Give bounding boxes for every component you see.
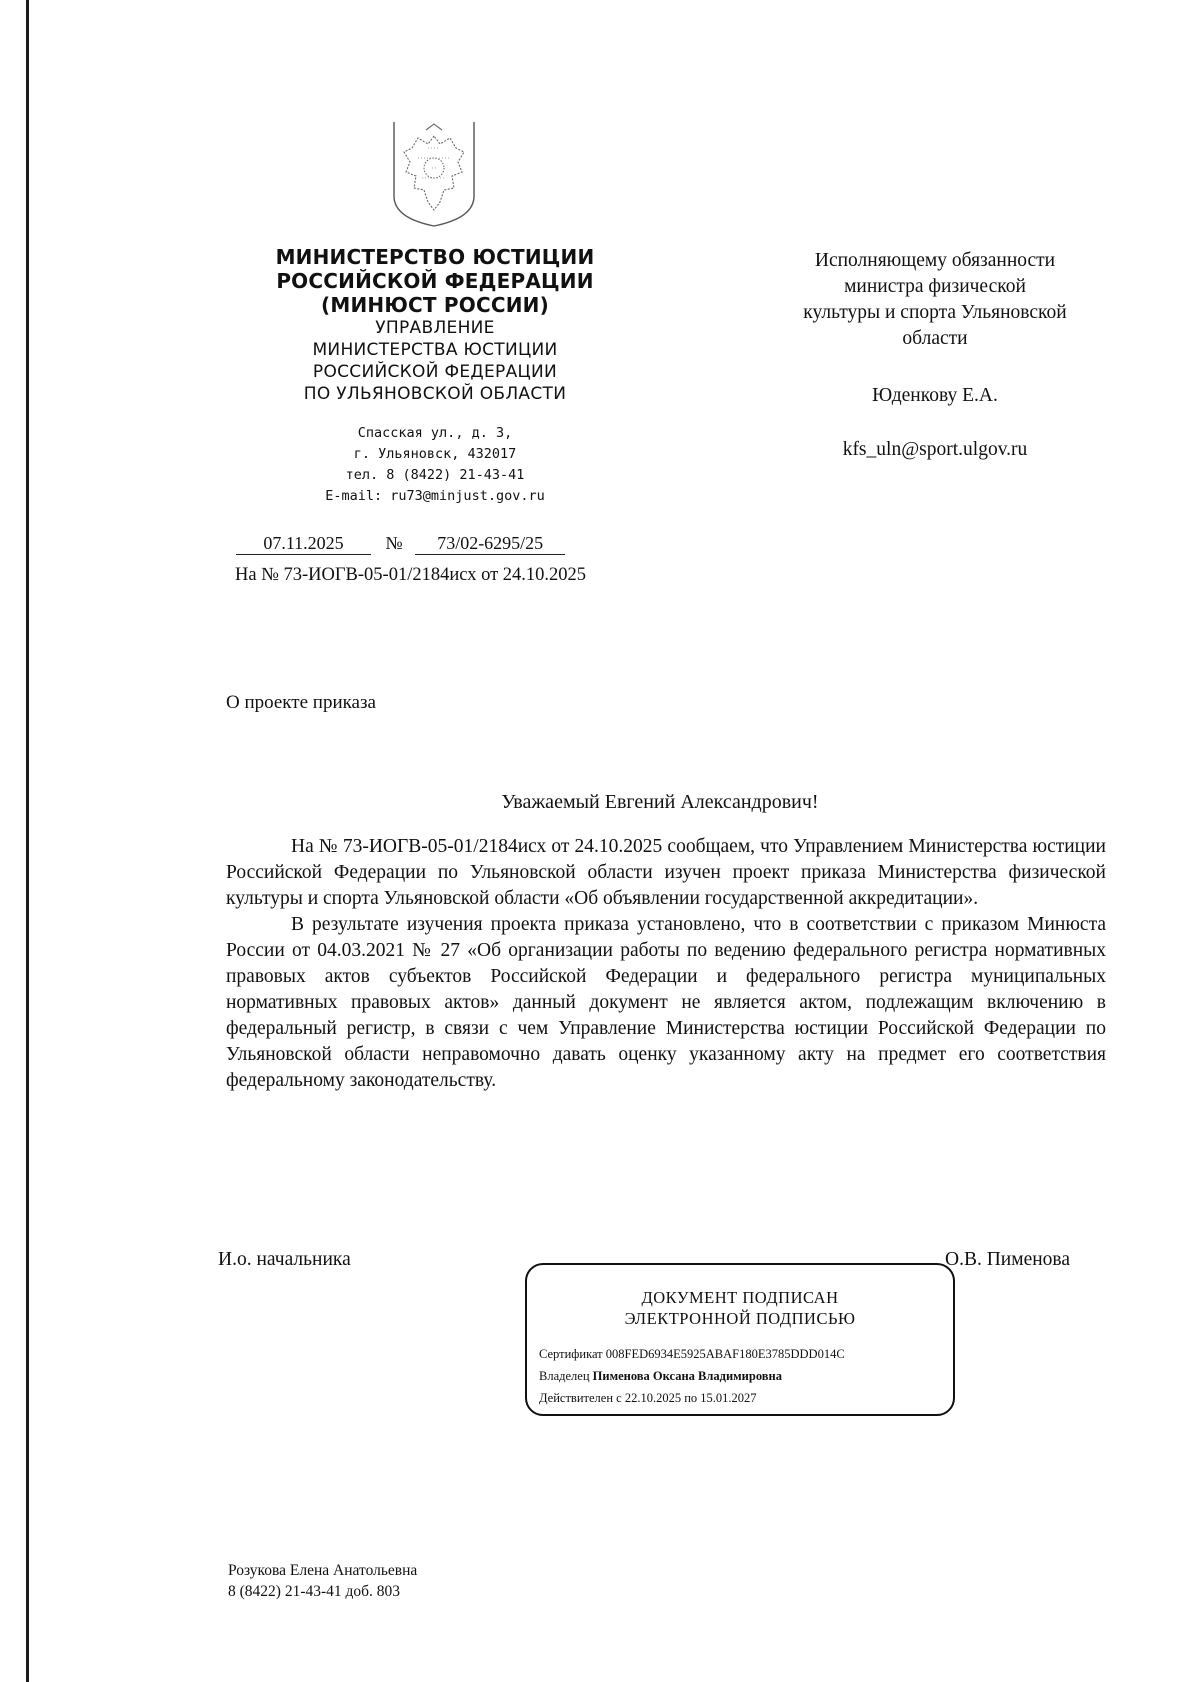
number-sign: № [385,533,403,553]
signatory-position: И.о. начальника [218,1249,351,1270]
department-name: УПРАВЛЕНИЕ МИНИСТЕРСТВА ЮСТИЦИИ РОССИЙСКОЙ ФЕДЕРАЦИИ ПО УЛЬЯНОВСКОЙ ОБЛАСТИ [303,318,567,404]
executor-name: Розукова Елена Анатольевна [228,1562,418,1579]
stamp-certificate: Сертификат 008FED6934E5925ABAF180E3785DDD014C [539,1347,845,1361]
reply-reference: На № 73-ИОГВ-05-01/2184исх от 24.10.2025 [235,565,587,585]
signatory-name: О.В. Пименова [945,1249,1071,1270]
body-paragraph: В результате изучения проекта приказа установлено, что в соответствии с приказом Минюста России от 04.03.2021 № 27 «Об организации работы по ведению федерального регистра нормативных правовых актов субъектов Российской Федерации и федерального регистра муниципальных нормативных правовых актов» данный документ не является актом, подлежащим включению в федеральный регистр, в связи с чем Управление Министерства юстиции Российской Федерации по Ульяновской области неправомочно давать оценку указанному акту на предмет его соответствия федеральному законодательству. [226,914,1106,1091]
sender-address: Спасская ул., д. 3, г. Ульяновск, 432017 тел. 8 (8422) 21-43-41 E-mail: ru73@minjust.gov.ru [325,425,545,504]
registration-number: 73/02-6295/25 [415,533,565,555]
registration-date: 07.11.2025 [236,533,371,555]
scan-border-line [26,0,29,1682]
greeting: Уважаемый Евгений Александрович! [501,791,819,813]
recipient-title: Исполняющему обязанности министра физической культуры и спорта Ульяновской области [803,250,1067,349]
stamp-owner: Владелец Пименова Оксана Владимировна [539,1369,782,1383]
registration-line [236,533,565,555]
stamp-validity: Действителен с 22.10.2025 по 15.01.2027 [539,1391,757,1405]
electronic-signature-stamp [525,1263,955,1416]
stamp-title-line: ДОКУМЕНТ ПОДПИСАН [641,1288,839,1307]
ministry-name: МИНИСТЕРСТВО ЮСТИЦИИ РОССИЙСКОЙ ФЕДЕРАЦИИ (МИНЮСТ РОССИИ) [275,245,595,317]
recipient-name: Юденкову Е.А. [872,385,998,406]
body-paragraph: На № 73-ИОГВ-05-01/2184исх от 24.10.2025 сообщаем, что Управлением Министерства юстиции Российской Федерации по Ульяновской области изучен проект приказа Министерства физической культуры и спорта Ульяновской области «Об объявлении государственной аккредитации». [226,836,1106,909]
letter-body [226,834,1106,1094]
letter-subject: О проекте приказа [226,692,376,713]
recipient-email: kfs_uln@sport.ulgov.ru [842,439,1028,460]
stamp-title-line: ЭЛЕКТРОННОЙ ПОДПИСЬЮ [624,1309,856,1328]
executor-phone: 8 (8422) 21-43-41 доб. 803 [228,1583,401,1600]
coat-of-arms-emblem [388,118,480,230]
executor-info [228,1560,417,1602]
